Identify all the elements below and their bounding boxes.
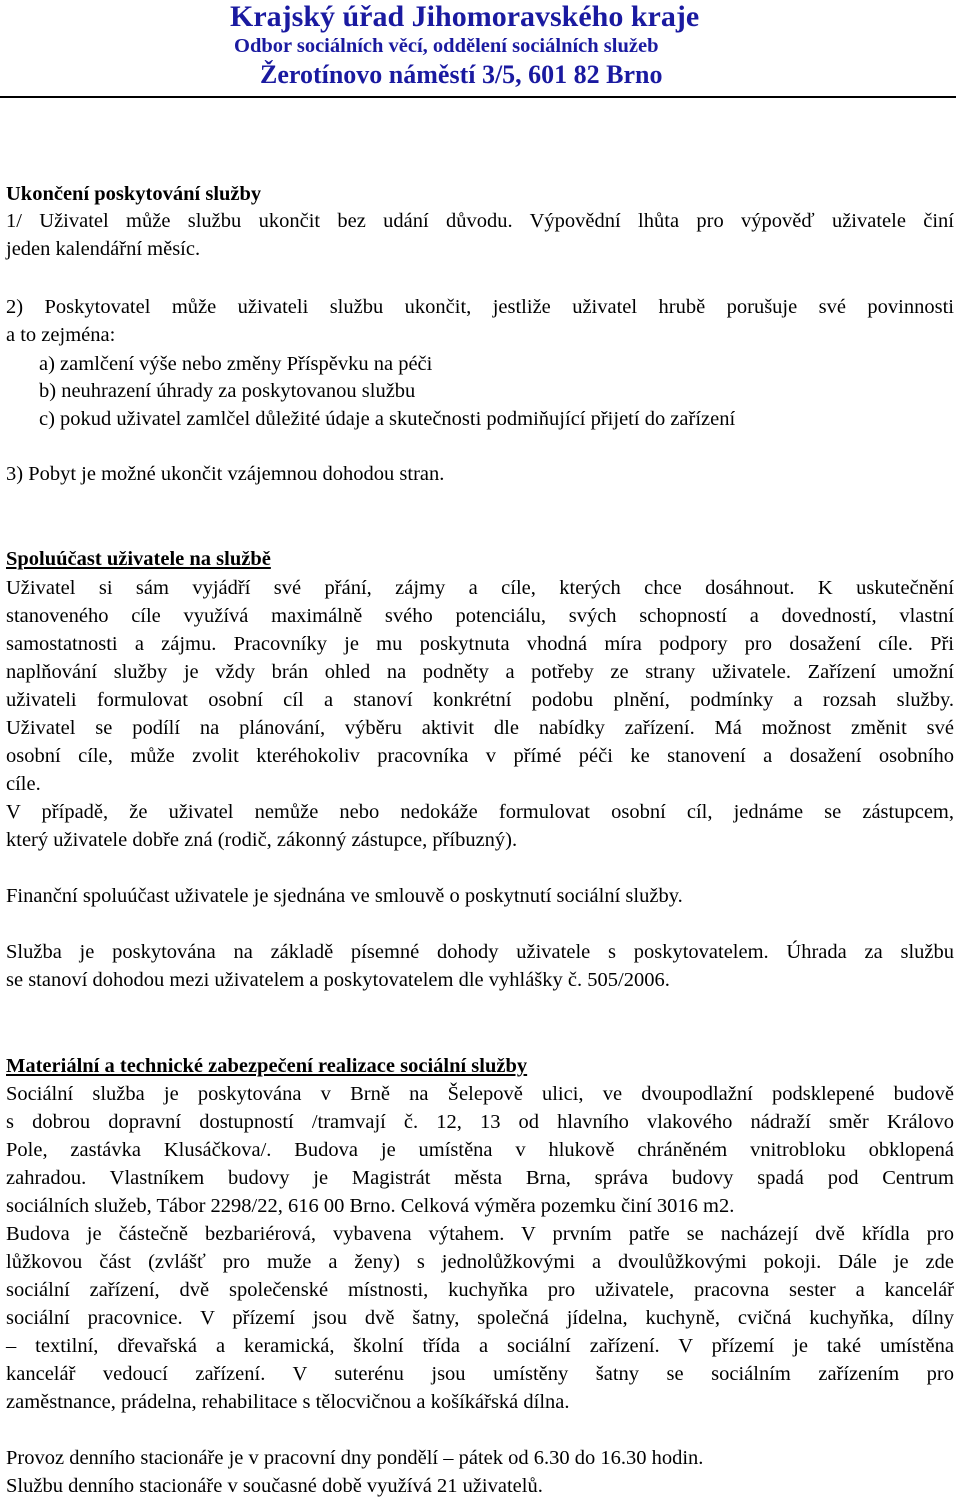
- termination-p3: 3) Pobyt je možné ukončit vzájemnou dohodou stran.: [6, 463, 445, 485]
- termination-p1-line1: 1/ Uživatel může službu ukončit bez udání důvodu. Výpovědní lhůta pro výpověď uživatele činí: [6, 210, 954, 232]
- participation-line-8: cíle.: [6, 773, 41, 795]
- operating-hours: Provoz denního stacionáře je v pracovní dny pondělí – pátek od 6.30 do 16.30 hodin.: [6, 1447, 704, 1469]
- participation-heading: Spoluúčast uživatele na službě: [6, 548, 271, 570]
- termination-heading: Ukončení poskytování služby: [6, 183, 262, 205]
- material-line-5: sociálních služeb, Tábor 2298/22, 616 00 Brno. Celková výměra pozemku činí 3016 m2.: [6, 1195, 735, 1217]
- material-line-12: zaměstnance, prádelna, rehabilitace s tělocvičnou a košíkářská dílna.: [6, 1391, 570, 1413]
- agreement-line-2: se stanoví dohodou mezi uživatelem a poskytovatelem dle vyhlášky č. 505/2006.: [6, 969, 670, 991]
- material-line-2: s dobrou dopravní dostupností /tramvají č. 12, 13 od hlavního vlakového nádraží směr Královo: [6, 1111, 954, 1133]
- participation-line-2: stanoveného cíle využívá maximálně svého potenciálu, svých schopností a dovedností, vlastní: [6, 605, 954, 627]
- agreement-line-1: Služba je poskytována na základě písemné dohody uživatele s poskytovatelem. Úhrada za službu: [6, 941, 954, 963]
- material-line-4: zahradou. Vlastníkem budovy je Magistrát města Brna, správa budovy spadá pod Centrum: [6, 1167, 954, 1189]
- participation-line-4: naplňování služby je vždy brán ohled na podněty a potřeby ze strany uživatele. Zařízení umožní: [6, 661, 954, 683]
- participation-line-5: uživateli formulovat osobní cíl a stanoví konkrétní podobu plnění, podmínky a rozsah služby.: [6, 689, 954, 711]
- financial-participation: Finanční spoluúčast uživatele je sjednána ve smlouvě o poskytnutí sociální služby.: [6, 885, 683, 907]
- material-line-7: lůžkovou část (zvlášť pro muže a ženy) s jednolůžkovými a dvoulůžkovými pokoji. Dále je zde: [6, 1251, 954, 1273]
- participation-line-7: osobní cíle, může zvolit kteréhokoliv pracovníka v přímé péči ke stanovení a dosažení osobního: [6, 745, 954, 767]
- document-header: [0, 0, 956, 98]
- termination-p1-line2: jeden kalendářní měsíc.: [6, 238, 201, 260]
- termination-item-b: b) neuhrazení úhrady za poskytovanou službu: [39, 380, 416, 402]
- office-title: Krajský úřad Jihomoravského kraje: [230, 0, 700, 33]
- participation-line-3: samostatnosti a zájmu. Pracovníky je mu poskytnuta vhodná míra podpory pro dosažení cíle. Při: [6, 633, 954, 655]
- department-name: Odbor sociálních věcí, oddělení sociálních služeb: [234, 35, 659, 57]
- material-heading: Materiální a technické zabezpečení realizace sociální služby: [6, 1055, 528, 1077]
- material-line-10: – textilní, dřevařská a keramická, školní třída a sociální zařízení. V přízemí je také umístěna: [6, 1335, 954, 1357]
- participation-p2-line-1: V případě, že uživatel nemůže nebo nedokáže formulovat osobní cíl, jednáme se zástupcem,: [6, 801, 954, 823]
- termination-p2-line1: 2) Poskytovatel může uživateli službu ukončit, jestliže uživatel hrubě porušuje své povinnosti: [6, 296, 954, 318]
- termination-item-c: c) pokud uživatel zamlčel důležité údaje a skutečnosti podmiňující přijetí do zařízení: [39, 408, 736, 430]
- material-line-3: Pole, zastávka Klusáčkova/. Budova je umístěna v hlukově chráněném vnitrobloku obklopená: [6, 1139, 954, 1161]
- participation-p2-line-2: který uživatele dobře zná (rodič, zákonný zástupce, příbuzný).: [6, 829, 518, 851]
- current-users: Službu denního stacionáře v současné době využívá 21 uživatelů.: [6, 1475, 543, 1497]
- material-line-1: Sociální služba je poskytována v Brně na Šelepově ulici, ve dvoupodlažní podsklepené budově: [6, 1083, 954, 1105]
- material-line-8: sociální zařízení, dvě společenské místnosti, kuchyňka pro uživatele, pracovna sester a kancelář: [6, 1279, 954, 1301]
- material-line-9: sociální pracovnice. V přízemí jsou dvě šatny, společná jídelna, kuchyně, cvičná kuchyňka, dílny: [6, 1307, 954, 1329]
- material-line-6: Budova je částečně bezbariérová, vybavena výtahem. V prvním patře se nacházejí dvě křídla pro: [6, 1223, 954, 1245]
- material-line-11: kancelář vedoucí zařízení. V suterénu jsou umístěny šatny se sociálním zařízením pro: [6, 1363, 954, 1385]
- participation-line-6: Uživatel se podílí na plánování, výběru aktivit dle nabídky zařízení. Má možnost změnit své: [6, 717, 954, 739]
- office-address: Žerotínovo náměstí 3/5, 601 82 Brno: [260, 60, 663, 89]
- participation-line-1: Uživatel si sám vyjádří své přání, zájmy a cíle, kterých chce dosáhnout. K uskutečnění: [6, 577, 954, 599]
- termination-p2-line2: a to zejména:: [6, 324, 116, 346]
- termination-item-a: a) zamlčení výše nebo změny Příspěvku na péči: [39, 353, 433, 375]
